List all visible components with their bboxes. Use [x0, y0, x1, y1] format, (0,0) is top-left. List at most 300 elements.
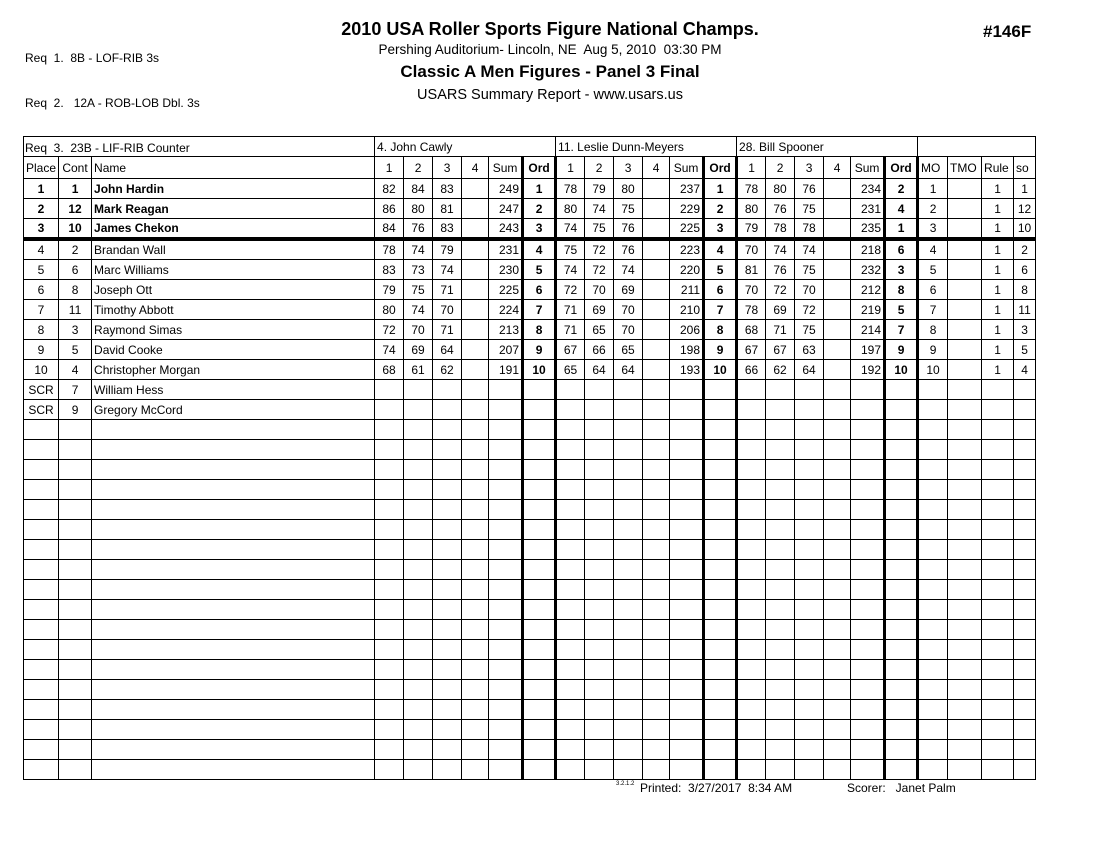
sum-cell: [489, 580, 523, 600]
cell-cont: 11: [59, 300, 92, 320]
ord-cell: [523, 500, 556, 520]
so-cell: [1014, 640, 1036, 660]
rule-cell: [982, 680, 1014, 700]
score-cell: [375, 660, 404, 680]
score-cell: [766, 740, 795, 760]
cell-cont: 2: [59, 239, 92, 260]
score-cell: [404, 620, 433, 640]
score-cell: [824, 360, 851, 380]
tmo-cell: [948, 380, 982, 400]
cell-place: 10: [24, 360, 59, 380]
ord-cell: [523, 720, 556, 740]
cell-name: [92, 560, 375, 580]
score-cell: 67: [766, 340, 795, 360]
cell-place: [24, 560, 59, 580]
col-header-judge1-2: 2: [404, 157, 433, 179]
score-cell: [824, 600, 851, 620]
sum-cell: [489, 700, 523, 720]
judge-header-1: 4. John Cawly: [375, 137, 556, 157]
sum-cell: [851, 560, 885, 580]
score-cell: [737, 460, 766, 480]
ord-cell: [885, 520, 918, 540]
sum-cell: [851, 640, 885, 660]
score-cell: [556, 720, 585, 740]
mo-cell: [918, 560, 948, 580]
score-cell: [795, 440, 824, 460]
tmo-cell: [948, 460, 982, 480]
ord-cell: [523, 580, 556, 600]
cell-name: Brandan Wall: [92, 239, 375, 260]
mo-cell: [918, 440, 948, 460]
score-cell: 69: [614, 280, 643, 300]
cell-cont: 12: [59, 199, 92, 219]
sum-cell: 193: [670, 360, 704, 380]
sum-cell: 225: [489, 280, 523, 300]
rule-cell: 1: [982, 219, 1014, 240]
empty-table-row: [24, 600, 1036, 620]
sum-cell: [489, 520, 523, 540]
score-cell: [737, 480, 766, 500]
score-cell: [824, 480, 851, 500]
ord-cell: 1: [523, 179, 556, 199]
score-cell: [433, 700, 462, 720]
cell-name: Christopher Morgan: [92, 360, 375, 380]
so-cell: [1014, 660, 1036, 680]
sum-cell: [670, 720, 704, 740]
score-cell: [643, 260, 670, 280]
col-header-judge3-2: 2: [766, 157, 795, 179]
sum-cell: 213: [489, 320, 523, 340]
sum-cell: 214: [851, 320, 885, 340]
so-cell: 12: [1014, 199, 1036, 219]
sum-cell: [489, 600, 523, 620]
score-cell: 71: [433, 320, 462, 340]
score-cell: [824, 640, 851, 660]
score-cell: [556, 480, 585, 500]
sum-cell: [670, 400, 704, 420]
score-cell: [433, 760, 462, 780]
score-cell: 65: [556, 360, 585, 380]
score-cell: 69: [766, 300, 795, 320]
score-cell: [556, 600, 585, 620]
sum-cell: 206: [670, 320, 704, 340]
empty-table-row: [24, 680, 1036, 700]
score-cell: 75: [795, 199, 824, 219]
sum-cell: [851, 440, 885, 460]
sum-cell: 247: [489, 199, 523, 219]
score-cell: 70: [614, 300, 643, 320]
so-cell: 1: [1014, 179, 1036, 199]
score-cell: 76: [766, 199, 795, 219]
empty-table-row: [24, 520, 1036, 540]
score-cell: [375, 640, 404, 660]
score-cell: 64: [795, 360, 824, 380]
rule-cell: [982, 560, 1014, 580]
cell-name: [92, 420, 375, 440]
sum-cell: [851, 760, 885, 780]
footer-scorer: Scorer: Janet Palm: [847, 781, 956, 795]
tmo-cell: [948, 720, 982, 740]
ord-cell: [885, 580, 918, 600]
so-cell: [1014, 460, 1036, 480]
score-cell: [556, 560, 585, 580]
score-cell: [824, 700, 851, 720]
score-cell: [556, 680, 585, 700]
cell-name: [92, 760, 375, 780]
sum-cell: [489, 560, 523, 580]
so-cell: [1014, 600, 1036, 620]
score-cell: 72: [556, 280, 585, 300]
sum-cell: [489, 640, 523, 660]
rule-cell: [982, 740, 1014, 760]
score-cell: [766, 400, 795, 420]
score-cell: [824, 680, 851, 700]
score-cell: [737, 640, 766, 660]
ord-cell: 5: [704, 260, 737, 280]
score-cell: [462, 620, 489, 640]
tmo-cell: [948, 440, 982, 460]
score-cell: [737, 580, 766, 600]
score-cell: [462, 520, 489, 540]
score-cell: [433, 500, 462, 520]
sum-cell: [670, 600, 704, 620]
score-cell: [766, 540, 795, 560]
cell-name: [92, 500, 375, 520]
empty-table-row: [24, 640, 1036, 660]
table-row: [24, 219, 1036, 240]
score-cell: 76: [795, 179, 824, 199]
score-cell: [766, 700, 795, 720]
sum-cell: 234: [851, 179, 885, 199]
score-cell: 69: [404, 340, 433, 360]
ord-cell: [885, 540, 918, 560]
sum-cell: [851, 540, 885, 560]
cell-name: [92, 720, 375, 740]
sum-cell: 235: [851, 219, 885, 240]
score-cell: 81: [737, 260, 766, 280]
score-cell: [614, 580, 643, 600]
so-cell: [1014, 740, 1036, 760]
cell-cont: [59, 420, 92, 440]
score-cell: 70: [404, 320, 433, 340]
so-cell: [1014, 700, 1036, 720]
ord-cell: 4: [885, 199, 918, 219]
ord-cell: [704, 400, 737, 420]
score-cell: [643, 179, 670, 199]
cell-cont: [59, 720, 92, 740]
score-cell: 72: [585, 260, 614, 280]
score-cell: 80: [556, 199, 585, 219]
score-cell: [795, 500, 824, 520]
score-cell: [556, 400, 585, 420]
score-cell: [643, 460, 670, 480]
score-cell: [824, 320, 851, 340]
cell-place: [24, 420, 59, 440]
col-header-tmo: TMO: [948, 157, 982, 179]
cell-name: John Hardin: [92, 179, 375, 199]
score-cell: [766, 440, 795, 460]
cell-cont: [59, 600, 92, 620]
score-cell: [737, 500, 766, 520]
tmo-cell: [948, 360, 982, 380]
score-cell: [643, 239, 670, 260]
ord-cell: [885, 700, 918, 720]
cell-cont: [59, 440, 92, 460]
score-cell: 72: [375, 320, 404, 340]
empty-table-row: [24, 500, 1036, 520]
sum-cell: 225: [670, 219, 704, 240]
score-cell: [585, 500, 614, 520]
sum-cell: [670, 680, 704, 700]
ord-cell: [523, 760, 556, 780]
score-cell: [824, 280, 851, 300]
score-cell: [643, 380, 670, 400]
score-cell: [737, 380, 766, 400]
score-cell: 70: [795, 280, 824, 300]
score-cell: [585, 400, 614, 420]
col-header-judge2-2: 2: [585, 157, 614, 179]
tmo-cell: [948, 620, 982, 640]
page-title: 2010 USA Roller Sports Figure National Champs.: [341, 19, 759, 39]
table-row: [24, 239, 1036, 260]
so-cell: [1014, 480, 1036, 500]
ord-cell: [704, 560, 737, 580]
score-cell: [766, 660, 795, 680]
score-cell: [462, 480, 489, 500]
score-cell: [585, 480, 614, 500]
ord-cell: [704, 600, 737, 620]
score-cell: [556, 700, 585, 720]
cell-place: 3: [24, 219, 59, 240]
rule-cell: [982, 400, 1014, 420]
ord-cell: 7: [885, 320, 918, 340]
sum-cell: [670, 760, 704, 780]
score-cell: [404, 520, 433, 540]
ord-cell: 3: [885, 260, 918, 280]
ord-cell: 3: [704, 219, 737, 240]
empty-table-row: [24, 740, 1036, 760]
cell-place: [24, 740, 59, 760]
cell-name: Mark Reagan: [92, 199, 375, 219]
score-cell: [404, 700, 433, 720]
score-cell: 78: [737, 300, 766, 320]
score-cell: 78: [766, 219, 795, 240]
cell-name: [92, 580, 375, 600]
tmo-cell: [948, 580, 982, 600]
sum-cell: [670, 380, 704, 400]
score-cell: [643, 280, 670, 300]
score-cell: [556, 540, 585, 560]
ord-cell: 8: [523, 320, 556, 340]
score-cell: [824, 239, 851, 260]
score-cell: 78: [737, 179, 766, 199]
score-cell: [737, 420, 766, 440]
score-cell: [614, 600, 643, 620]
judge-header-3: 28. Bill Spooner: [737, 137, 918, 157]
score-cell: [585, 720, 614, 740]
table-row: [24, 380, 1036, 400]
score-cell: [433, 460, 462, 480]
score-cell: [824, 520, 851, 540]
score-cell: [614, 720, 643, 740]
ord-cell: [523, 560, 556, 580]
score-cell: [433, 680, 462, 700]
sum-cell: 212: [851, 280, 885, 300]
score-cell: [766, 460, 795, 480]
mo-cell: 4: [918, 239, 948, 260]
mo-cell: [918, 380, 948, 400]
so-cell: [1014, 520, 1036, 540]
score-cell: [643, 199, 670, 219]
score-cell: 65: [585, 320, 614, 340]
score-cell: 74: [375, 340, 404, 360]
ord-cell: [704, 380, 737, 400]
score-cell: [375, 540, 404, 560]
mo-cell: 5: [918, 260, 948, 280]
ord-cell: [523, 420, 556, 440]
sum-cell: [670, 520, 704, 540]
score-cell: 74: [614, 260, 643, 280]
score-cell: [404, 480, 433, 500]
score-cell: [795, 700, 824, 720]
score-cell: [643, 300, 670, 320]
rule-cell: [982, 540, 1014, 560]
rule-cell: 1: [982, 199, 1014, 219]
score-cell: [614, 500, 643, 520]
sum-cell: [851, 500, 885, 520]
cell-cont: 5: [59, 340, 92, 360]
score-cell: [585, 660, 614, 680]
score-cell: [614, 740, 643, 760]
score-cell: [614, 420, 643, 440]
rule-cell: [982, 460, 1014, 480]
score-cell: [404, 540, 433, 560]
score-cell: 75: [614, 199, 643, 219]
rule-cell: 1: [982, 300, 1014, 320]
score-cell: [737, 400, 766, 420]
empty-table-row: [24, 480, 1036, 500]
cell-name: [92, 740, 375, 760]
table-row: [24, 340, 1036, 360]
score-cell: [585, 640, 614, 660]
cell-name: Timothy Abbott: [92, 300, 375, 320]
ord-cell: 2: [523, 199, 556, 219]
sum-cell: [851, 380, 885, 400]
mo-cell: [918, 580, 948, 600]
score-cell: [614, 460, 643, 480]
col-header-rule: Rule: [982, 157, 1014, 179]
table-row: [24, 199, 1036, 219]
empty-table-row: [24, 700, 1036, 720]
score-cell: 79: [433, 239, 462, 260]
rule-cell: [982, 580, 1014, 600]
score-cell: [462, 260, 489, 280]
ord-cell: [523, 380, 556, 400]
judge-header-row: [24, 137, 1036, 157]
event-number: #146F: [983, 22, 1032, 41]
cell-name: [92, 440, 375, 460]
score-cell: [737, 600, 766, 620]
cell-cont: 3: [59, 320, 92, 340]
cell-cont: [59, 740, 92, 760]
ord-cell: [704, 700, 737, 720]
score-cell: [375, 760, 404, 780]
score-cell: [643, 580, 670, 600]
cell-place: [24, 440, 59, 460]
empty-table-row: [24, 440, 1036, 460]
cell-name: William Hess: [92, 380, 375, 400]
score-cell: 62: [766, 360, 795, 380]
score-cell: [795, 560, 824, 580]
score-cell: 79: [737, 219, 766, 240]
so-cell: 5: [1014, 340, 1036, 360]
cell-cont: [59, 500, 92, 520]
sum-cell: 243: [489, 219, 523, 240]
cell-place: 7: [24, 300, 59, 320]
score-cell: [643, 700, 670, 720]
score-cell: [614, 400, 643, 420]
score-cell: [375, 420, 404, 440]
score-cell: [585, 440, 614, 460]
cell-name: [92, 520, 375, 540]
so-cell: [1014, 380, 1036, 400]
score-cell: [766, 380, 795, 400]
empty-table-row: [24, 580, 1036, 600]
score-cell: [643, 760, 670, 780]
score-cell: [462, 340, 489, 360]
score-cell: [766, 580, 795, 600]
score-cell: [404, 760, 433, 780]
score-cell: 61: [404, 360, 433, 380]
score-cell: [585, 380, 614, 400]
cell-cont: [59, 580, 92, 600]
tmo-cell: [948, 660, 982, 680]
score-cell: [462, 400, 489, 420]
cell-cont: [59, 700, 92, 720]
mo-cell: [918, 480, 948, 500]
footer-version: 3.2.1.2: [616, 781, 635, 787]
score-cell: [433, 420, 462, 440]
score-cell: 76: [614, 219, 643, 240]
rule-cell: [982, 640, 1014, 660]
score-cell: 70: [585, 280, 614, 300]
score-cell: 66: [737, 360, 766, 380]
mo-cell: [918, 720, 948, 740]
score-cell: [404, 580, 433, 600]
score-cell: [737, 700, 766, 720]
score-cell: [795, 420, 824, 440]
sum-cell: 197: [851, 340, 885, 360]
sum-cell: 237: [670, 179, 704, 199]
sum-cell: 231: [851, 199, 885, 219]
col-header-judge2-1: 1: [556, 157, 585, 179]
score-cell: [375, 720, 404, 740]
score-cell: [737, 660, 766, 680]
mo-cell: 3: [918, 219, 948, 240]
ord-cell: [704, 640, 737, 660]
score-cell: 86: [375, 199, 404, 219]
score-cell: 79: [375, 280, 404, 300]
sum-cell: [670, 440, 704, 460]
mo-cell: [918, 520, 948, 540]
cell-cont: 8: [59, 280, 92, 300]
so-cell: [1014, 500, 1036, 520]
score-cell: 80: [737, 199, 766, 219]
score-cell: 78: [795, 219, 824, 240]
ord-cell: [523, 460, 556, 480]
ord-cell: [885, 640, 918, 660]
tmo-cell: [948, 500, 982, 520]
